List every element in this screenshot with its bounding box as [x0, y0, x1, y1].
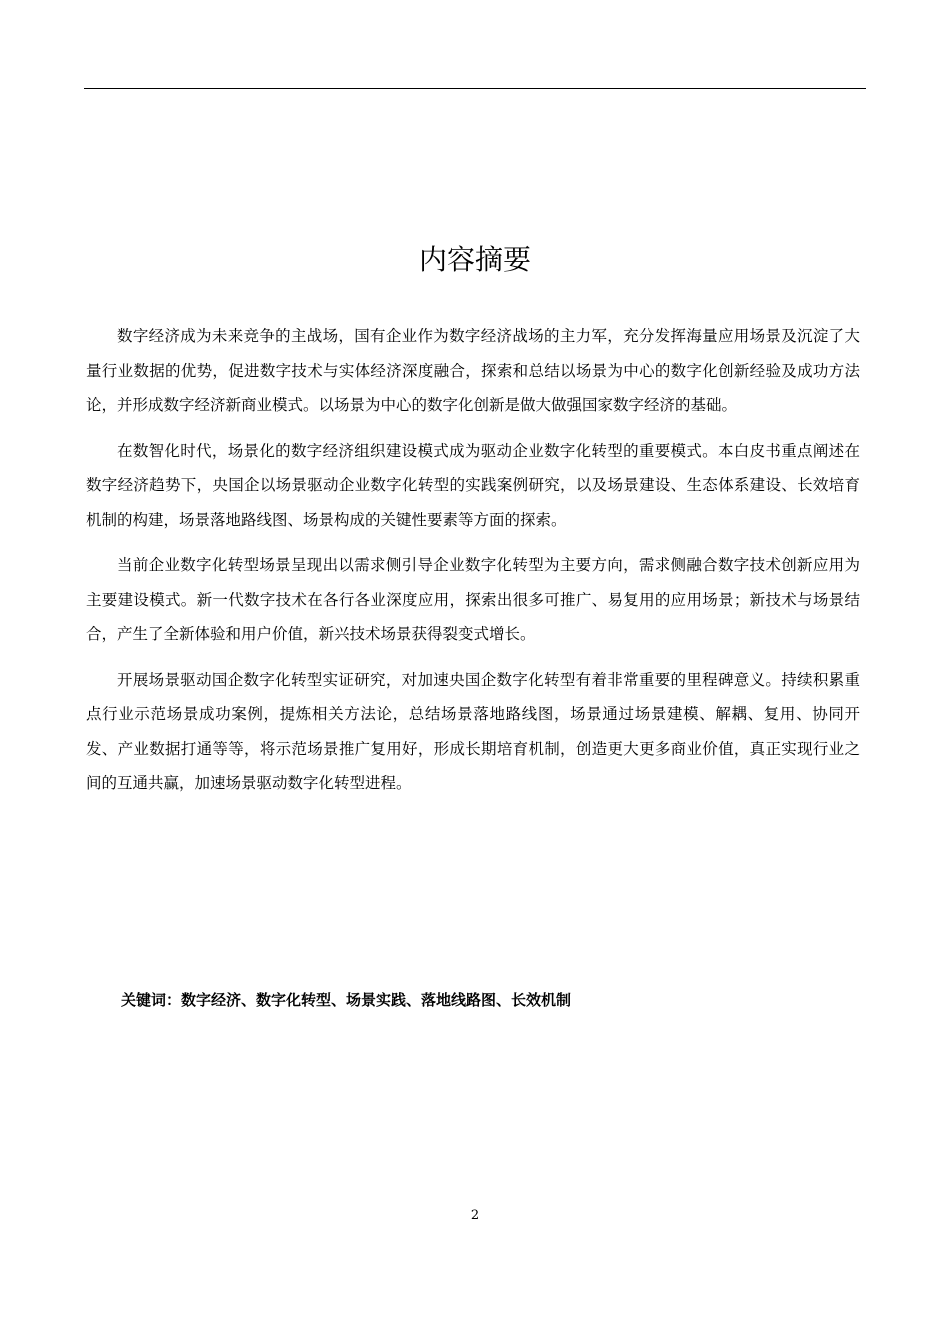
- page-number: 2: [470, 1208, 480, 1223]
- abstract-paragraph-2: 在数智化时代，场景化的数字经济组织建设模式成为驱动企业数字化转型的重要模式。本白皮书重点阐述在数字经济趋势下，央国企以场景驱动企业数字化转型的实践案例研究，以及场景建设、生态体系建设、长效培育机制的构建，场景落地路线图、场景构成的关键性要素等方面的探索。: [86, 441, 860, 529]
- keywords-line: 关键词：数字经济、数字化转型、场景实践、落地线路图、长效机制: [121, 991, 572, 1009]
- abstract-paragraph-3: 当前企业数字化转型场景呈现出以需求侧引导企业数字化转型为主要方向，需求侧融合数字技术创新应用为主要建设模式。新一代数字技术在各行各业深度应用，探索出很多可推广、易复用的应用场景；新技术与场景结合，产生了全新体验和用户价值，新兴技术场景获得裂变式增长。: [86, 556, 860, 643]
- header-rule: [84, 88, 866, 89]
- abstract-paragraph-1: 数字经济成为未来竞争的主战场，国有企业作为数字经济战场的主力军，充分发挥海量应用场景及沉淀了大量行业数据的优势，促进数字技术与实体经济深度融合，探索和总结以场景为中心的数字化创新经验及成功方法论，并形成数字经济新商业模式。以场景为中心的数字化创新是做大做强国家数字经济的基础。: [86, 327, 860, 414]
- abstract-paragraph-4: 开展场景驱动国企数字化转型实证研究，对加速央国企数字化转型有着非常重要的里程碑意义。持续积累重点行业示范场景成功案例，提炼相关方法论，总结场景落地路线图，场景通过场景建模、解耦、复用、协同开发、产业数据打通等等，将示范场景推广复用好，形成长期培育机制，创造更大更多商业价值，真正实现行业之间的互通共赢，加速场景驱动数字化转型进程。: [86, 670, 860, 792]
- abstract-body: [86, 319, 860, 812]
- page-title: 内容摘要: [418, 243, 531, 276]
